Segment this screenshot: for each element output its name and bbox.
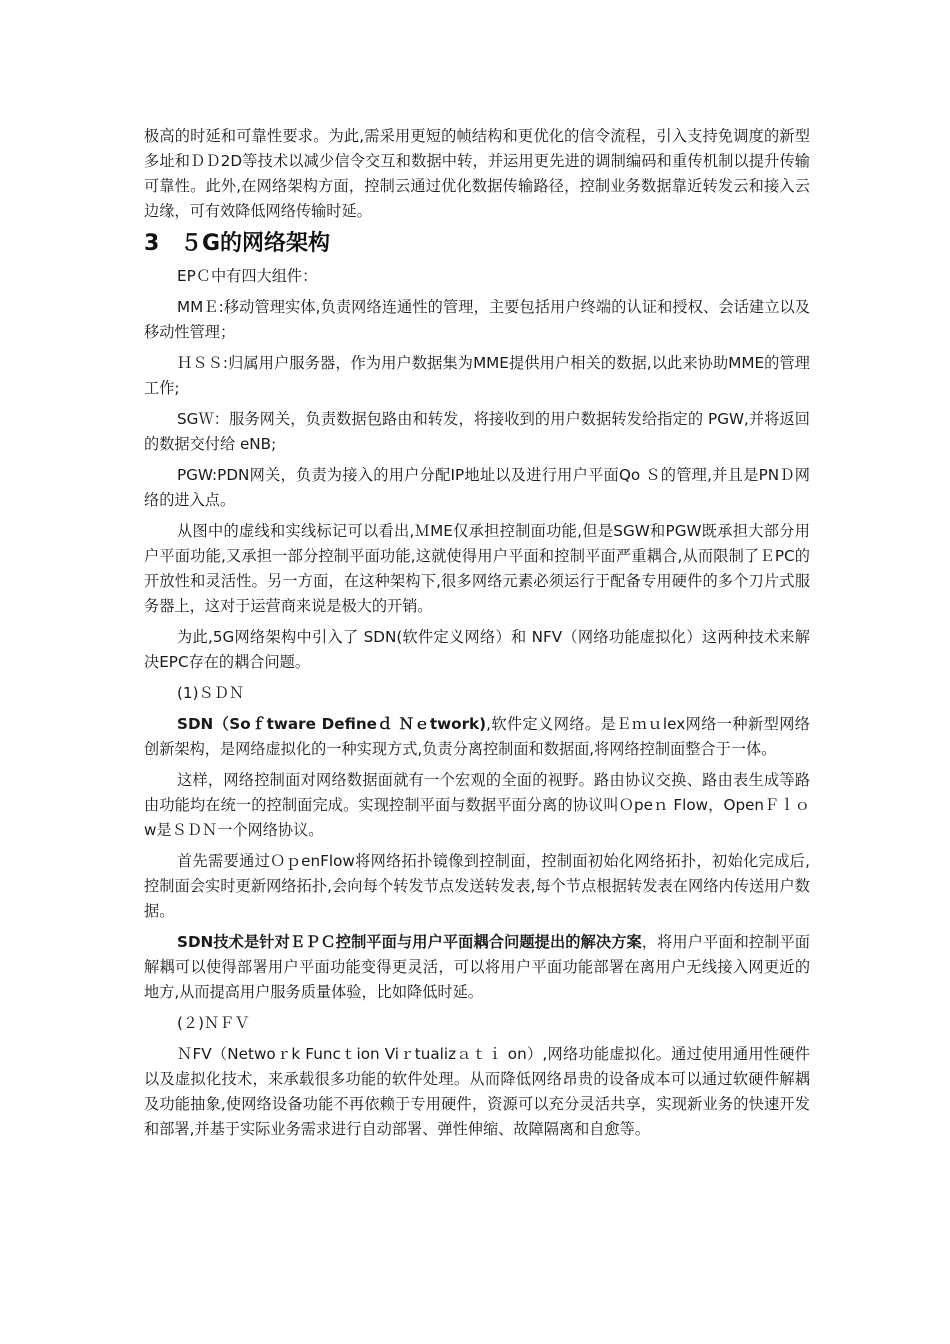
coupling-paragraph: 从图中的虚线和实线标记可以看出,ＭME仅承担控制面功能,但是SGW和PGW既承担大部分用户平面功能,又承担一部分控制平面功能,这就使得用户平面和控制平面严重耦合,从而限制了ＥPC的开放性和灵活性。另一方面，在这种架构下,很多网络元素必须运行于配备专用硬件的多个刀片式服务器上，这对于运营商来说是极大的开销。	[144, 522, 810, 615]
sdn-nfv-intro-paragraph: 为此,5G网络架构中引入了 SDN(软件定义网络）和 NFV（网络功能虚拟化）这两种技术来解决EPC存在的耦合问题。	[144, 628, 810, 671]
nfv-label: (２)ＮＦＶ	[177, 1014, 250, 1032]
sdn-solution-emphasis: SDN技术是针对ＥＰＣ控制平面与用户平面耦合问题提出的解决方案	[177, 933, 642, 951]
nfv-definition-paragraph: ＮFV（Netwoｒk Funcｔion Viｒtualizａｔｉ on）,网络功能虚拟化。通过使用通用性硬件以及虚拟化技术，来承载很多功能的软件处理。从而降低网络昂贵的设备成本可以通过软硬件解耦及功能抽象,使网络设备功能不再依赖于专用硬件，资源可以充分灵活共享，实现新业务的快速开发和部署,并基于实际业务需求进行自动部署、弹性伸缩、故障隔离和自愈等。	[144, 1045, 810, 1138]
sdn-label: (1)ＳＤＮ	[177, 684, 245, 702]
hss-paragraph: ＨＳＳ:归属用户服务器，作为用户数据集为MME提供用户相关的数据,以此来协助MME的管理工作;	[144, 354, 810, 397]
intro-paragraph: 极高的时延和可靠性要求。为此,需采用更短的帧结构和更优化的信令流程，引入支持免调度的新型多址和ＤＤ2D等技术以减少信令交互和数据中转，并运用更先进的调制编码和重传机制以提升传输可靠性。此外,在网络架构方面，控制云通过优化数据传输路径，控制业务数据靠近转发云和接入云边缘，可有效降低网络传输时延。	[144, 127, 810, 220]
sdn-definition-text: ,软件定义网络。是Ｅｍｕlex网络一种新型网络创新架构，是网络虚拟化的一种实现方式,负责分离控制面和数据面,将网络控制面整合于一体。	[144, 715, 810, 758]
section-number: 3	[144, 231, 160, 256]
section-title: ５G的网络架构	[180, 231, 331, 256]
sdn-solution-paragraph	[144, 930, 810, 1005]
epc-intro-paragraph: EPＣ中有四大组件：	[177, 267, 318, 285]
pgw-paragraph: PGW:PDN网关，负责为接入的用户分配IP地址以及进行用户平面Qo Ｓ的管理,并且是PNＤ网络的进入点。	[144, 466, 810, 509]
sdn-solution-text: ，将用户平面和控制平面解耦可以使得部署用户平面功能变得更灵活，可以将用户平面功能部署在离用户无线接入网更近的地方,从而提高用户服务质量体验，比如降低时延。	[144, 933, 810, 1001]
mme-paragraph: MMＥ:移动管理实体,负责网络连通性的管理，主要包括用户终端的认证和授权、会话建立以及移动性管理；	[144, 298, 810, 341]
sdn-view-paragraph: 这样，网络控制面对网络数据面就有一个宏观的全面的视野。路由协议交换、路由表生成等路由功能均在统一的控制面完成。实现控制平面与数据平面分离的协议叫Ｏpeｎ Flow，OpenＦｌｏw是ＳＤＮ一个网络协议。	[144, 771, 810, 839]
document-page	[144, 124, 810, 1148]
section-heading	[144, 226, 810, 262]
sdn-definition-term: SDN（Soｆtware Defineｄ Ｎｅtwork)	[177, 715, 487, 733]
sdn-definition-paragraph	[144, 712, 810, 762]
sdn-steps-paragraph: 首先需要通过ＯｐenFlow将网络拓扑镜像到控制面，控制面初始化网络拓扑，初始化完成后,控制面会实时更新网络拓扑,会向每个转发节点发送转发表,每个节点根据转发表在网络内传送用户数据。	[144, 852, 810, 920]
sgw-paragraph: SGＷ：服务网关，负责数据包路由和转发，将接收到的用户数据转发给指定的 PGW,并将返回的数据交付给 eNB;	[144, 410, 810, 453]
